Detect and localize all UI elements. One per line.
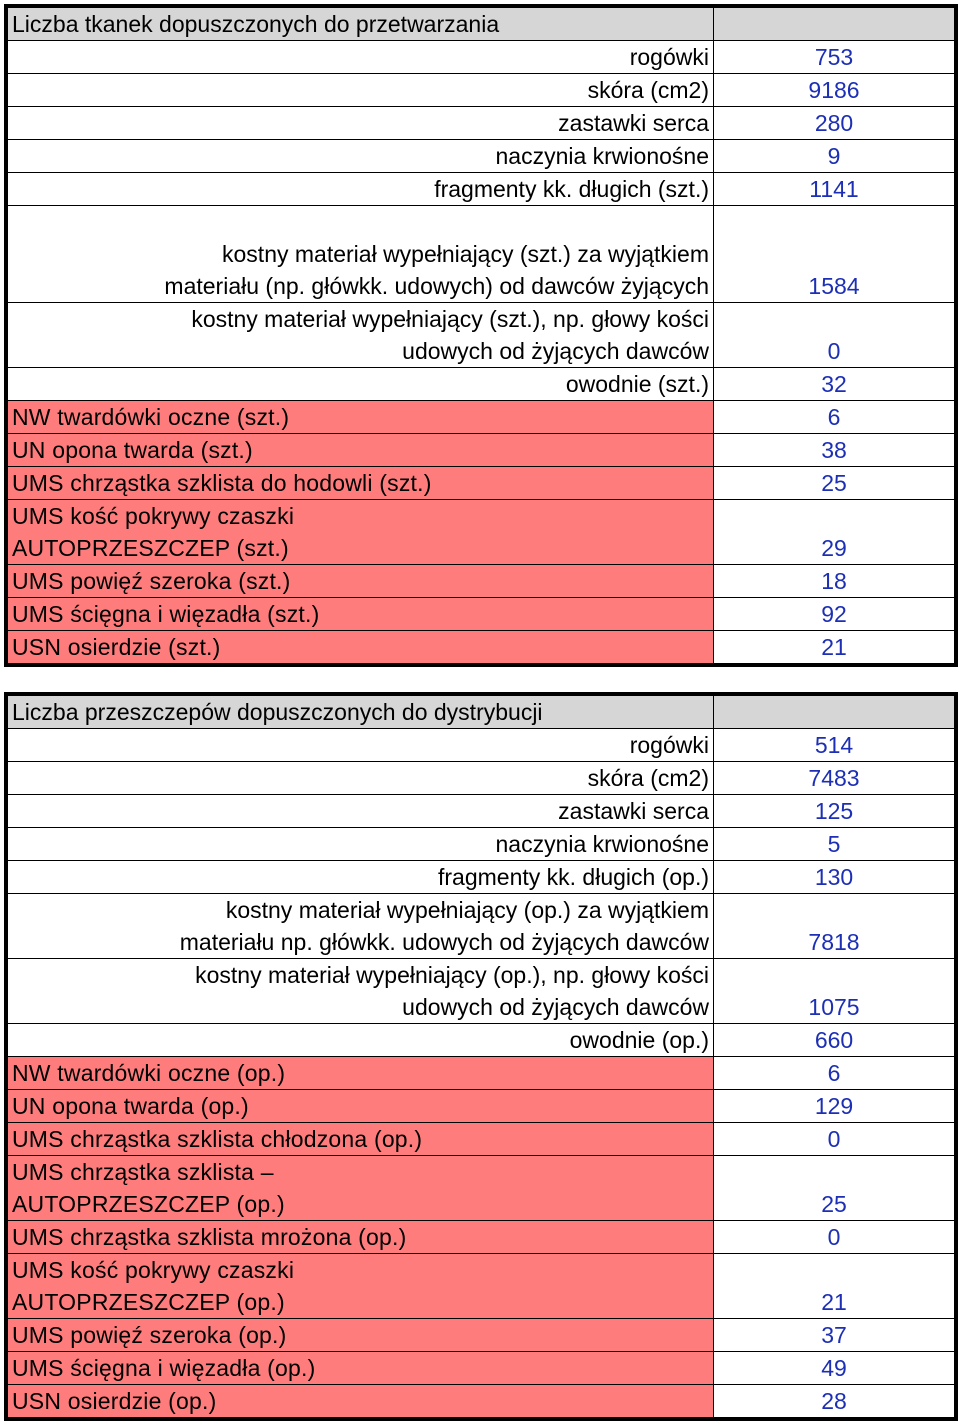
row-value: 28 [714,1385,957,1420]
row-label: naczynia krwionośne [6,828,714,861]
grafts-table [4,692,958,1421]
row-label-line-2: AUTOPRZESZCZEP (op.) [12,1289,285,1315]
table-row [6,1221,956,1254]
row-label: owodnie (op.) [6,1024,714,1057]
row-label: UMS powięź szeroka (op.) [6,1319,714,1352]
row-label-line-1: kostny materiał wypełniający (op.) za wyjątkiem [225,897,709,923]
table-row [6,74,956,107]
row-label-line-2: AUTOPRZESZCZEP (op.) [12,1191,285,1217]
row-label-line-2: materiału (np. główkk. udowych) od dawców żyjących [164,273,709,299]
table-row [6,894,956,959]
table-row [6,206,956,303]
row-label [6,894,714,959]
tissues-header: Liczba tkanek dopuszczonych do przetwarzania [6,6,714,41]
table-row [6,1024,956,1057]
tissues-table [4,4,958,667]
row-value: 129 [714,1090,957,1123]
row-value: 6 [714,401,957,434]
row-label: rogówki [6,729,714,762]
row-value: 514 [714,729,957,762]
table-row [6,1123,956,1156]
row-value: 0 [714,1221,957,1254]
table-row [6,1385,956,1420]
row-value: 9186 [714,74,957,107]
row-value: 25 [714,1156,957,1221]
row-value: 18 [714,565,957,598]
row-label: naczynia krwionośne [6,140,714,173]
table-row [6,598,956,631]
row-label-line-2: udowych od żyjących dawców [402,994,709,1020]
table-row [6,434,956,467]
table-row [6,173,956,206]
row-label: UMS chrząstka szklista chłodzona (op.) [6,1123,714,1156]
row-label: USN osierdzie (op.) [6,1385,714,1420]
row-value: 6 [714,1057,957,1090]
row-value: 38 [714,434,957,467]
row-label: owodnie (szt.) [6,368,714,401]
row-value: 1075 [714,959,957,1024]
table-row [6,861,956,894]
table-row [6,401,956,434]
table-row [6,1057,956,1090]
table-row [6,107,956,140]
table-header-row [6,6,956,41]
table-header-row [6,694,956,729]
table-row [6,368,956,401]
row-label-line-1: UMS kość pokrywy czaszki [12,503,295,529]
table-row [6,729,956,762]
row-value: 32 [714,368,957,401]
table-row [6,1352,956,1385]
table-row [6,140,956,173]
row-value: 21 [714,1254,957,1319]
row-label: fragmenty kk. długich (szt.) [6,173,714,206]
row-label: USN osierdzie (szt.) [6,631,714,666]
row-label: fragmenty kk. długich (op.) [6,861,714,894]
row-label-line-1: UMS kość pokrywy czaszki [12,1257,295,1283]
row-label: UN opona twarda (op.) [6,1090,714,1123]
row-label-line-1: kostny materiał wypełniający (szt.) za wyjątkiem [222,241,709,267]
grafts-header: Liczba przeszczepów dopuszczonych do dystrybucji [6,694,714,729]
row-value: 25 [714,467,957,500]
row-value: 21 [714,631,957,666]
header-value-cell [714,694,957,729]
row-value: 49 [714,1352,957,1385]
row-label: NW twardówki oczne (op.) [6,1057,714,1090]
row-value: 5 [714,828,957,861]
row-value: 1584 [714,206,957,303]
table-row [6,467,956,500]
row-label [6,959,714,1024]
row-label [6,1254,714,1319]
row-value: 92 [714,598,957,631]
row-value: 7818 [714,894,957,959]
row-label-line-1: kostny materiał wypełniający (szt.), np. głowy kości [191,306,709,332]
row-label [6,206,714,303]
row-label: UMS powięź szeroka (szt.) [6,565,714,598]
row-label-line-2: materiału np. główkk. udowych od żyjących dawców [179,929,709,955]
row-value: 1141 [714,173,957,206]
table-row [6,762,956,795]
table-row [6,1156,956,1221]
table-row [6,303,956,368]
row-value: 0 [714,1123,957,1156]
table-row [6,631,956,666]
table-row [6,1319,956,1352]
row-label: rogówki [6,41,714,74]
row-label [6,1156,714,1221]
row-label [6,500,714,565]
row-label: UMS ścięgna i więzadła (szt.) [6,598,714,631]
row-value: 29 [714,500,957,565]
row-label: skóra (cm2) [6,762,714,795]
row-value: 37 [714,1319,957,1352]
header-value-cell [714,6,957,41]
row-label-line-1: kostny materiał wypełniający (op.), np. głowy kości [195,962,709,988]
row-value: 7483 [714,762,957,795]
row-label-line-1: UMS chrząstka szklista – [12,1159,274,1185]
row-label-line-2: udowych od żyjących dawców [402,338,709,364]
row-label: zastawki serca [6,795,714,828]
row-value: 753 [714,41,957,74]
row-value: 9 [714,140,957,173]
row-label [6,303,714,368]
table-row [6,41,956,74]
row-label: UMS chrząstka szklista do hodowli (szt.) [6,467,714,500]
table-row [6,565,956,598]
row-label: UN opona twarda (szt.) [6,434,714,467]
table-row [6,828,956,861]
table-row [6,1254,956,1319]
row-value: 0 [714,303,957,368]
row-value: 660 [714,1024,957,1057]
row-label-line-2: AUTOPRZESZCZEP (szt.) [12,535,289,561]
row-label: UMS ścięgna i więzadła (op.) [6,1352,714,1385]
row-label: skóra (cm2) [6,74,714,107]
table-row [6,959,956,1024]
table-row [6,795,956,828]
row-label: UMS chrząstka szklista mrożona (op.) [6,1221,714,1254]
row-label: zastawki serca [6,107,714,140]
table-row [6,1090,956,1123]
table-row [6,500,956,565]
row-value: 280 [714,107,957,140]
row-value: 130 [714,861,957,894]
row-value: 125 [714,795,957,828]
row-label: NW twardówki oczne (szt.) [6,401,714,434]
